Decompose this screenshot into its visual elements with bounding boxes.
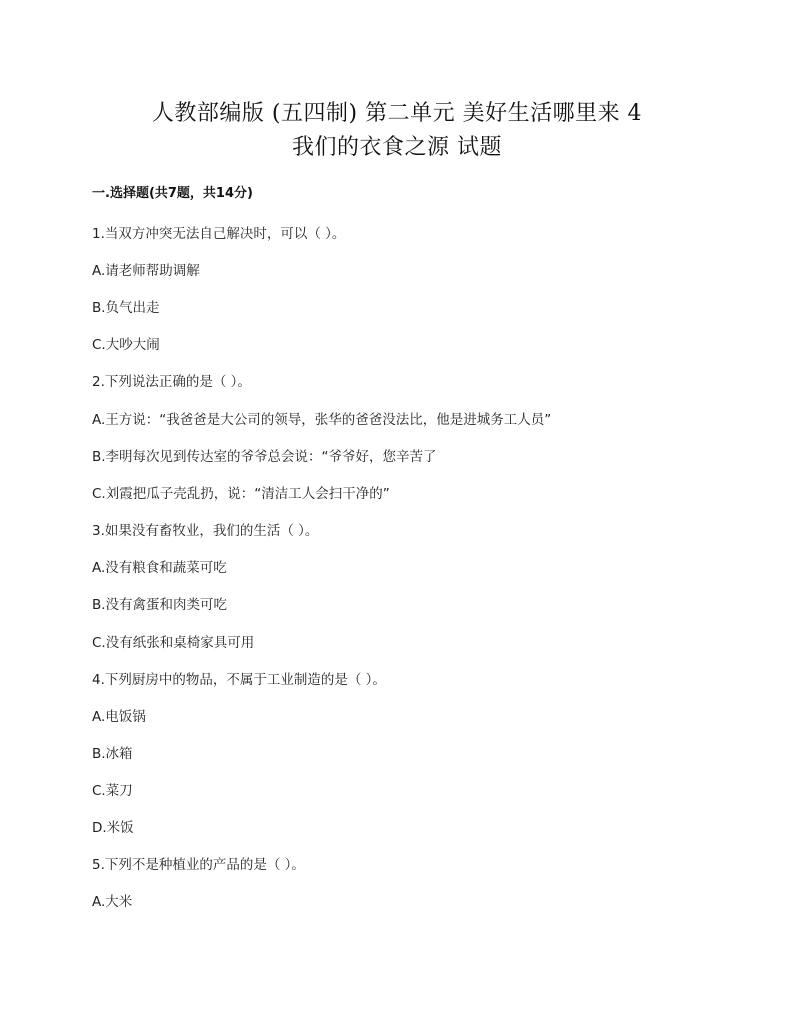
question-1-option-b: B.负气出走 <box>92 300 160 316</box>
question-1: 1.当双方冲突无法自己解决时，可以（ ）。 <box>92 226 346 242</box>
question-2: 2.下列说法正确的是（ ）。 <box>92 374 251 390</box>
question-4-option-a: A.电饭锅 <box>92 709 146 725</box>
question-2-option-a: A.王方说：“我爸爸是大公司的领导，张华的爸爸没法比，他是进城务工人员” <box>92 412 552 428</box>
question-3-option-b: B.没有禽蛋和肉类可吃 <box>92 597 228 613</box>
question-5-option-a: A.大米 <box>92 894 133 910</box>
question-3: 3.如果没有畜牧业，我们的生活（ ）。 <box>92 523 319 539</box>
question-3-option-c: C.没有纸张和桌椅家具可用 <box>92 635 255 651</box>
question-4-option-d: D.米饭 <box>92 820 134 836</box>
document-title-line-2: 我们的衣食之源 试题 <box>292 135 502 160</box>
question-3-option-a: A.没有粮食和蔬菜可吃 <box>92 560 227 576</box>
question-2-option-c: C.刘霞把瓜子壳乱扔，说：“清洁工人会扫干净的” <box>92 486 390 502</box>
document-title-line-1: 人教部编版 (五四制) 第二单元 美好生活哪里来 4 <box>151 101 643 126</box>
question-5: 5.下列不是种植业的产品的是（ ）。 <box>92 857 305 873</box>
question-4: 4.下列厨房中的物品，不属于工业制造的是（ ）。 <box>92 672 386 688</box>
question-2-option-b: B.李明每次见到传达室的爷爷总会说：“爷爷好，您辛苦了 <box>92 449 437 465</box>
question-1-option-c: C.大吵大闹 <box>92 337 160 353</box>
question-4-option-b: B.冰箱 <box>92 746 133 762</box>
question-4-option-c: C.菜刀 <box>92 783 133 799</box>
question-1-option-a: A.请老师帮助调解 <box>92 263 200 279</box>
section-header: 一.选择题(共7题，共14分) <box>92 186 253 201</box>
